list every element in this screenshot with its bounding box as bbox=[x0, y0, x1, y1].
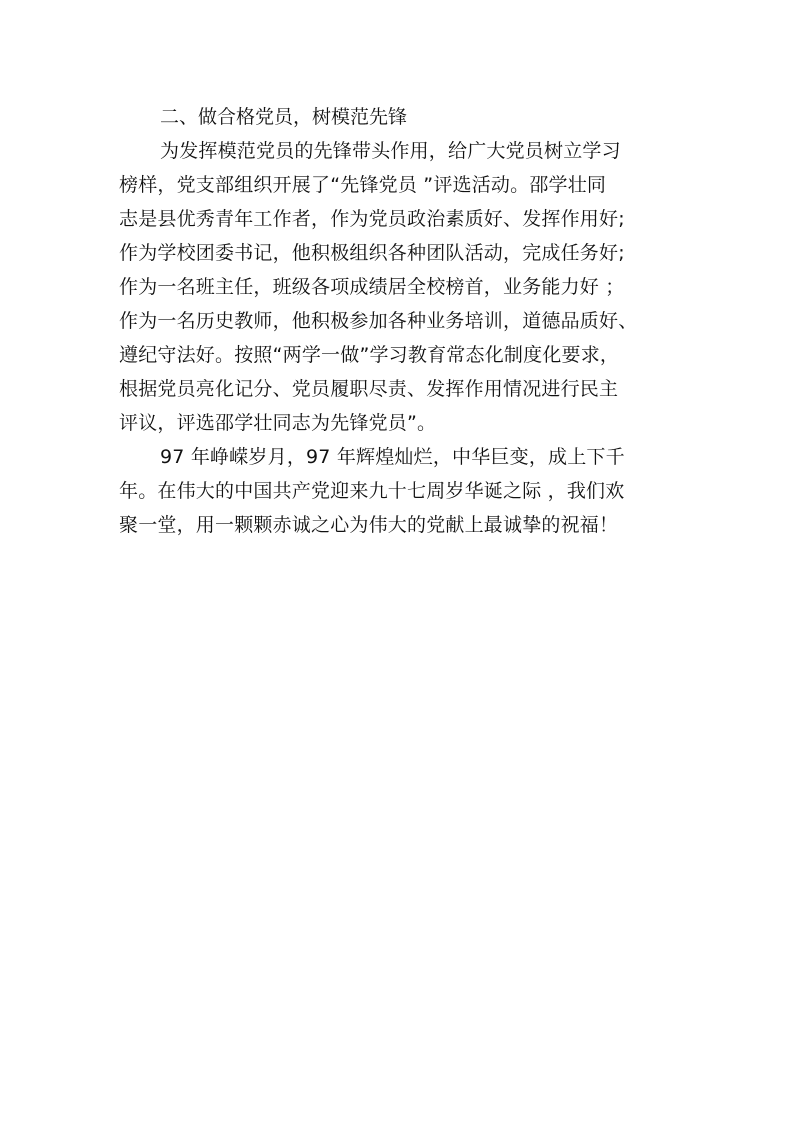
paragraph-line: 97 年峥嵘岁月，97 年辉煌灿烂，中华巨变，成上下千 bbox=[160, 446, 625, 468]
paragraph-line: 聚一堂，用一颗颗赤诚之心为伟大的党献上最诚挚的祝福！ bbox=[119, 514, 619, 536]
document-body bbox=[119, 100, 679, 542]
paragraph-line: 榜样，党支部组织开展了“先锋党员 ”评选活动。邵学壮同 bbox=[119, 174, 607, 196]
paragraph-line: 年。在伟大的中国共产党迎来九十七周岁华诞之际 ，我们欢 bbox=[119, 480, 625, 502]
paragraph-line: 作为一名历史教师，他积极参加各种业务培训，道德品质好、 bbox=[119, 310, 638, 332]
section-heading: 二、做合格党员，树模范先锋 bbox=[160, 106, 408, 128]
paragraph-anniversary bbox=[119, 440, 679, 542]
paragraph-line: 评议，评选邵学壮同志为先锋党员”。 bbox=[119, 412, 437, 434]
paragraph-line: 作为学校团委书记，他积极组织各种团队活动，完成任务好; bbox=[119, 242, 625, 264]
paragraph-line: 为发挥模范党员的先锋带头作用，给广大党员树立学习 bbox=[160, 140, 621, 162]
paragraph-line: 根据党员亮化记分、党员履职尽责、发挥作用情况进行民主 bbox=[119, 378, 619, 400]
paragraph-line: 作为一名班主任，班级各项成绩居全校榜首，业务能力好 ； bbox=[119, 276, 625, 298]
paragraph-line: 志是县优秀青年工作者，作为党员政治素质好、发挥作用好; bbox=[119, 208, 625, 230]
paragraph-line: 遵纪守法好。按照“两学一做”学习教育常态化制度化要求， bbox=[119, 344, 620, 366]
paragraph-pioneer-member bbox=[119, 134, 679, 440]
